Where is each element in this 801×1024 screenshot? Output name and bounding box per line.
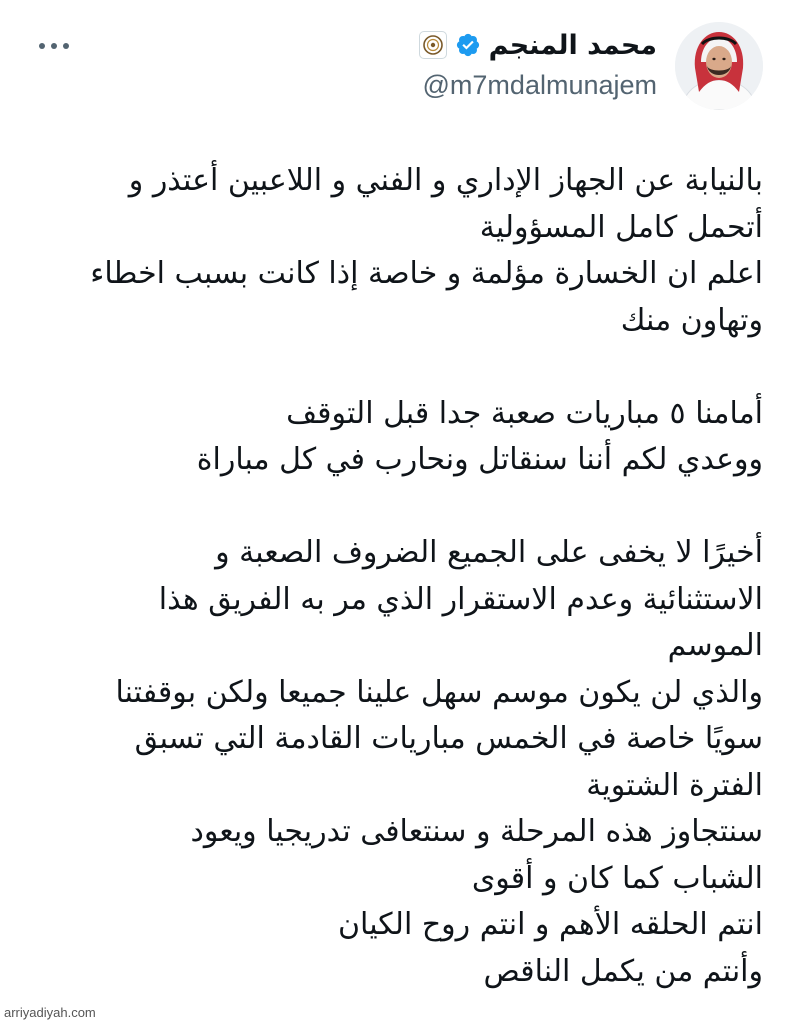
profile-photo-icon [675,22,763,110]
tweet-line: ووعدي لكم أننا سنقاتل ونحارب في كل مباراة [196,442,763,477]
tweet-line: الموسم [667,628,763,663]
tweet-line: بالنيابة عن الجهاز الإداري و الفني و اللاعبين أعتذر و [128,163,763,198]
tweet-line: وتهاون منك [620,302,763,338]
blank-line [30,484,763,531]
tweet-line: سنتجاوز هذه المرحلة و سنتعافى تدريجيا ويعود [190,814,763,849]
tweet-line: اعلم ان الخسارة مؤلمة و خاصة إذا كانت بسبب اخطاء [90,256,763,291]
name-row [419,24,657,66]
tweet-line: أخيرًا لا يخفى على الجميع الضروف الصعبة و [215,535,763,570]
more-dot [63,43,69,49]
club-logo-icon[interactable] [419,31,447,59]
tweet-line: أتحمل كامل المسؤولية [479,209,763,245]
blank-line [30,344,763,391]
tweet-line: انتم الحلقه الأهم و انتم روح الكيان [338,907,763,942]
verified-badge-icon [455,32,481,58]
author-handle[interactable]: @m7mdalmunajem [422,70,657,100]
author-display-name[interactable]: محمد المنجم [488,29,657,61]
tweet-line: وأنتم من يكمل الناقص [483,953,763,989]
tweet-text [30,158,763,995]
tweet-line: الاستثنائية وعدم الاستقرار الذي مر به الفريق هذا [158,581,763,617]
more-dot [51,43,57,49]
tweet-line: الفترة الشتوية [586,767,763,803]
tweet-header [419,24,657,101]
avatar[interactable] [675,22,763,110]
tweet-line: والذي لن يكون موسم سهل علينا جميعا ولكن بوقفتنا [115,674,763,710]
tweet-line: أمامنا ٥ مباريات صعبة جدا قبل التوقف [286,395,763,431]
tweet-line: سويًا خاصة في الخمس مباريات القادمة التي تسبق [134,721,763,756]
source-watermark: arriyadiyah.com [4,1005,96,1020]
more-dot [39,43,45,49]
tweet-line: الشباب كما كان و أقوى [471,860,763,896]
more-options-button[interactable] [36,28,72,64]
